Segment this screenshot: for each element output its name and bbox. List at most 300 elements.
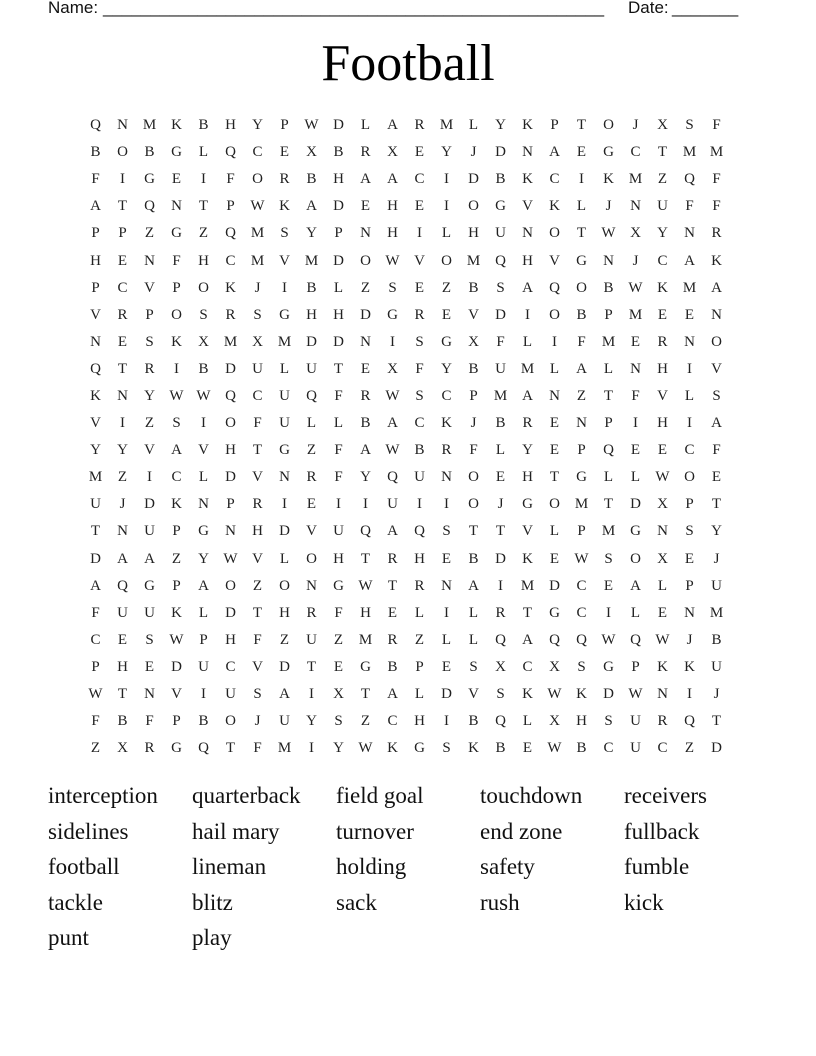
grid-letter[interactable]: A [171, 442, 182, 459]
grid-letter[interactable]: F [496, 333, 505, 350]
grid-letter[interactable]: N [576, 415, 587, 432]
grid-letter[interactable]: Q [603, 442, 614, 459]
grid-letter[interactable]: E [144, 658, 155, 675]
grid-letter[interactable]: N [279, 469, 290, 486]
grid-letter[interactable]: C [603, 740, 614, 757]
grid-letter[interactable]: E [630, 333, 641, 350]
grid-letter[interactable]: I [687, 686, 692, 703]
grid-letter[interactable]: W [169, 631, 184, 648]
grid-letter[interactable]: X [387, 360, 398, 377]
grid-letter[interactable]: V [279, 252, 290, 269]
grid-letter[interactable]: E [684, 550, 695, 567]
grid-letter[interactable]: D [306, 333, 317, 350]
grid-letter[interactable]: Q [144, 198, 155, 215]
grid-letter[interactable]: P [685, 496, 694, 513]
grid-letter[interactable]: U [495, 225, 506, 242]
grid-letter[interactable]: D [711, 740, 722, 757]
grid-letter[interactable]: P [685, 577, 694, 594]
grid-letter[interactable]: O [171, 306, 182, 323]
grid-letter[interactable]: T [603, 496, 614, 513]
grid-letter[interactable]: S [253, 686, 262, 703]
grid-letter[interactable]: P [199, 631, 208, 648]
grid-letter[interactable]: A [306, 198, 317, 215]
grid-letter[interactable]: N [171, 198, 182, 215]
grid-letter[interactable]: V [252, 469, 263, 486]
grid-letter[interactable]: A [198, 577, 209, 594]
grid-letter[interactable]: U [144, 604, 155, 621]
grid-letter[interactable]: R [657, 713, 668, 730]
grid-letter[interactable]: Z [684, 740, 695, 757]
grid-letter[interactable]: X [252, 333, 263, 350]
grid-letter[interactable]: X [198, 333, 209, 350]
grid-letter[interactable]: F [469, 442, 478, 459]
grid-letter[interactable]: E [414, 279, 425, 296]
grid-letter[interactable]: V [90, 415, 101, 432]
grid-letter[interactable]: S [145, 333, 154, 350]
grid-letter[interactable]: D [90, 550, 101, 567]
grid-letter[interactable]: T [522, 604, 533, 621]
grid-letter[interactable]: G [549, 604, 560, 621]
grid-letter[interactable]: D [630, 496, 641, 513]
grid-letter[interactable]: D [495, 306, 506, 323]
grid-letter[interactable]: E [549, 442, 560, 459]
grid-letter[interactable]: B [333, 144, 344, 161]
grid-letter[interactable]: Y [441, 360, 452, 377]
grid-letter[interactable]: S [577, 658, 586, 675]
grid-letter[interactable]: H [252, 523, 263, 540]
grid-letter[interactable]: R [495, 604, 506, 621]
grid-letter[interactable]: H [657, 415, 668, 432]
grid-letter[interactable]: N [90, 333, 101, 350]
grid-letter[interactable]: D [225, 360, 236, 377]
grid-letter[interactable]: C [171, 469, 182, 486]
grid-letter[interactable]: F [334, 387, 343, 404]
grid-letter[interactable]: S [496, 686, 505, 703]
grid-letter[interactable]: I [633, 415, 638, 432]
grid-letter[interactable]: E [414, 198, 425, 215]
grid-letter[interactable]: J [470, 144, 477, 161]
grid-letter[interactable]: V [711, 360, 722, 377]
grid-letter[interactable]: G [603, 144, 614, 161]
grid-letter[interactable]: J [497, 496, 504, 513]
grid-letter[interactable]: S [496, 279, 505, 296]
grid-letter[interactable]: N [306, 577, 317, 594]
grid-letter[interactable]: V [414, 252, 425, 269]
grid-letter[interactable]: Y [711, 523, 722, 540]
grid-letter[interactable]: K [522, 686, 533, 703]
grid-letter[interactable]: Q [549, 279, 560, 296]
grid-letter[interactable]: B [198, 713, 209, 730]
grid-letter[interactable]: G [333, 577, 344, 594]
grid-letter[interactable]: B [468, 279, 479, 296]
grid-letter[interactable]: E [117, 252, 128, 269]
grid-letter[interactable]: I [687, 415, 692, 432]
grid-letter[interactable]: P [91, 658, 100, 675]
grid-letter[interactable]: X [657, 117, 668, 134]
grid-letter[interactable]: J [254, 279, 261, 296]
grid-letter[interactable]: V [306, 523, 317, 540]
grid-letter[interactable]: B [576, 740, 587, 757]
grid-letter[interactable]: X [306, 144, 317, 161]
grid-letter[interactable]: H [225, 631, 236, 648]
grid-letter[interactable]: F [91, 604, 100, 621]
grid-letter[interactable]: S [415, 333, 424, 350]
grid-letter[interactable]: X [657, 550, 668, 567]
grid-letter[interactable]: G [144, 577, 155, 594]
grid-letter[interactable]: D [171, 658, 182, 675]
grid-letter[interactable]: D [144, 496, 155, 513]
grid-letter[interactable]: P [280, 117, 289, 134]
grid-letter[interactable]: N [684, 604, 695, 621]
grid-letter[interactable]: R [306, 469, 317, 486]
grid-letter[interactable]: K [522, 117, 533, 134]
grid-letter[interactable]: S [199, 306, 208, 323]
grid-letter[interactable]: E [279, 144, 290, 161]
grid-letter[interactable]: Q [90, 360, 101, 377]
grid-letter[interactable]: W [655, 469, 670, 486]
grid-letter[interactable]: Q [306, 387, 317, 404]
grid-letter[interactable]: L [522, 333, 533, 350]
grid-letter[interactable]: A [117, 550, 128, 567]
grid-letter[interactable]: P [172, 279, 181, 296]
grid-letter[interactable]: B [468, 550, 479, 567]
grid-letter[interactable]: J [686, 631, 693, 648]
grid-letter[interactable]: X [495, 658, 506, 675]
grid-letter[interactable]: P [226, 496, 235, 513]
grid-letter[interactable]: V [549, 252, 560, 269]
grid-letter[interactable]: V [252, 550, 263, 567]
grid-letter[interactable]: L [549, 523, 560, 540]
grid-letter[interactable]: O [252, 171, 263, 188]
grid-letter[interactable]: V [90, 306, 101, 323]
grid-letter[interactable]: N [630, 360, 641, 377]
grid-letter[interactable]: L [630, 469, 641, 486]
grid-letter[interactable]: O [306, 550, 317, 567]
grid-letter[interactable]: G [387, 306, 398, 323]
grid-letter[interactable]: U [711, 577, 722, 594]
grid-letter[interactable]: K [522, 550, 533, 567]
grid-letter[interactable]: Y [306, 713, 317, 730]
grid-letter[interactable]: M [466, 252, 481, 269]
grid-letter[interactable]: K [657, 279, 668, 296]
grid-letter[interactable]: G [171, 225, 182, 242]
grid-letter[interactable]: P [577, 523, 586, 540]
grid-letter[interactable]: K [549, 198, 560, 215]
grid-letter[interactable]: N [117, 387, 128, 404]
grid-letter[interactable]: V [522, 198, 533, 215]
grid-letter[interactable]: Q [549, 631, 560, 648]
grid-letter[interactable]: Q [225, 144, 236, 161]
grid-letter[interactable]: P [631, 658, 640, 675]
grid-letter[interactable]: C [576, 604, 587, 621]
grid-letter[interactable]: R [414, 117, 425, 134]
grid-letter[interactable]: L [279, 550, 290, 567]
grid-letter[interactable]: K [171, 117, 182, 134]
grid-letter[interactable]: K [711, 252, 722, 269]
grid-letter[interactable]: R [441, 442, 452, 459]
grid-letter[interactable]: D [441, 686, 452, 703]
grid-letter[interactable]: S [145, 631, 154, 648]
grid-letter[interactable]: H [522, 252, 533, 269]
grid-letter[interactable]: P [469, 387, 478, 404]
grid-letter[interactable]: J [632, 252, 639, 269]
grid-letter[interactable]: A [468, 577, 479, 594]
grid-letter[interactable]: I [444, 198, 449, 215]
grid-letter[interactable]: H [90, 252, 101, 269]
grid-letter[interactable]: D [549, 577, 560, 594]
grid-letter[interactable]: Y [306, 225, 317, 242]
grid-letter[interactable]: Z [576, 387, 587, 404]
grid-letter[interactable]: W [628, 686, 643, 703]
grid-letter[interactable]: N [360, 333, 371, 350]
grid-letter[interactable]: E [441, 550, 452, 567]
grid-letter[interactable]: B [468, 713, 479, 730]
grid-letter[interactable]: G [495, 198, 506, 215]
grid-letter[interactable]: O [360, 252, 371, 269]
grid-letter[interactable]: K [576, 686, 587, 703]
grid-letter[interactable]: R [117, 306, 128, 323]
grid-letter[interactable]: P [604, 306, 613, 323]
grid-letter[interactable]: B [198, 117, 209, 134]
grid-letter[interactable]: T [576, 117, 587, 134]
grid-letter[interactable]: A [711, 415, 722, 432]
grid-letter[interactable]: F [172, 252, 181, 269]
grid-letter[interactable]: M [223, 333, 238, 350]
grid-letter[interactable]: D [360, 306, 371, 323]
grid-letter[interactable]: Z [171, 550, 182, 567]
grid-letter[interactable]: D [603, 686, 614, 703]
grid-letter[interactable]: C [225, 658, 236, 675]
grid-letter[interactable]: L [333, 415, 344, 432]
grid-letter[interactable]: A [576, 360, 587, 377]
grid-letter[interactable]: C [414, 415, 425, 432]
grid-letter[interactable]: R [306, 604, 317, 621]
grid-letter[interactable]: D [333, 198, 344, 215]
grid-letter[interactable]: R [144, 740, 155, 757]
grid-letter[interactable]: G [576, 469, 587, 486]
grid-letter[interactable]: I [120, 171, 125, 188]
grid-letter[interactable]: L [468, 604, 479, 621]
grid-letter[interactable]: F [631, 387, 640, 404]
grid-letter[interactable]: I [417, 496, 422, 513]
grid-letter[interactable]: Z [144, 415, 155, 432]
grid-letter[interactable]: S [172, 415, 181, 432]
grid-letter[interactable]: Q [630, 631, 641, 648]
grid-letter[interactable]: H [333, 306, 344, 323]
grid-letter[interactable]: R [360, 144, 371, 161]
grid-letter[interactable]: Z [198, 225, 209, 242]
grid-letter[interactable]: C [90, 631, 101, 648]
grid-letter[interactable]: B [468, 360, 479, 377]
grid-letter[interactable]: C [576, 577, 587, 594]
grid-letter[interactable]: E [657, 306, 668, 323]
grid-letter[interactable]: E [576, 144, 587, 161]
grid-letter[interactable]: Y [117, 442, 128, 459]
grid-letter[interactable]: Z [117, 469, 128, 486]
grid-letter[interactable]: W [385, 252, 400, 269]
grid-letter[interactable]: I [444, 713, 449, 730]
grid-letter[interactable]: S [604, 713, 613, 730]
grid-letter[interactable]: I [201, 415, 206, 432]
grid-letter[interactable]: A [387, 415, 398, 432]
grid-letter[interactable]: C [117, 279, 128, 296]
grid-letter[interactable]: T [360, 686, 371, 703]
grid-letter[interactable]: O [468, 469, 479, 486]
grid-letter[interactable]: T [495, 523, 506, 540]
grid-letter[interactable]: U [711, 658, 722, 675]
grid-letter[interactable]: C [657, 740, 668, 757]
grid-letter[interactable]: L [441, 631, 452, 648]
grid-letter[interactable]: V [252, 658, 263, 675]
grid-letter[interactable]: R [360, 387, 371, 404]
grid-letter[interactable]: W [169, 387, 184, 404]
grid-letter[interactable]: K [441, 415, 452, 432]
grid-letter[interactable]: G [414, 740, 425, 757]
grid-letter[interactable]: L [198, 604, 209, 621]
grid-letter[interactable]: E [630, 442, 641, 459]
grid-letter[interactable]: N [711, 306, 722, 323]
grid-letter[interactable]: Y [252, 117, 263, 134]
grid-letter[interactable]: R [279, 171, 290, 188]
grid-letter[interactable]: Z [333, 631, 344, 648]
grid-letter[interactable]: C [630, 144, 641, 161]
grid-letter[interactable]: Z [144, 225, 155, 242]
grid-letter[interactable]: G [279, 442, 290, 459]
grid-letter[interactable]: Q [684, 171, 695, 188]
grid-letter[interactable]: I [174, 360, 179, 377]
grid-letter[interactable]: A [387, 117, 398, 134]
grid-letter[interactable]: P [172, 577, 181, 594]
grid-letter[interactable]: L [198, 144, 209, 161]
grid-letter[interactable]: D [225, 604, 236, 621]
grid-letter[interactable]: W [547, 686, 562, 703]
grid-letter[interactable]: N [117, 523, 128, 540]
grid-letter[interactable]: B [306, 171, 317, 188]
grid-letter[interactable]: E [306, 496, 317, 513]
grid-letter[interactable]: S [712, 387, 721, 404]
grid-letter[interactable]: R [225, 306, 236, 323]
grid-letter[interactable]: Z [441, 279, 452, 296]
grid-letter[interactable]: I [201, 171, 206, 188]
grid-letter[interactable]: H [333, 550, 344, 567]
grid-letter[interactable]: M [142, 117, 157, 134]
grid-letter[interactable]: M [628, 171, 643, 188]
grid-letter[interactable]: R [657, 333, 668, 350]
grid-letter[interactable]: L [306, 415, 317, 432]
grid-letter[interactable]: E [522, 740, 533, 757]
grid-letter[interactable]: L [603, 360, 614, 377]
grid-letter[interactable]: T [90, 523, 101, 540]
grid-letter[interactable]: A [522, 631, 533, 648]
grid-letter[interactable]: H [414, 713, 425, 730]
grid-letter[interactable]: L [603, 469, 614, 486]
grid-letter[interactable]: B [90, 144, 101, 161]
grid-letter[interactable]: Z [90, 740, 101, 757]
grid-letter[interactable]: X [549, 658, 560, 675]
grid-letter[interactable]: P [226, 198, 235, 215]
grid-letter[interactable]: G [630, 523, 641, 540]
grid-letter[interactable]: U [279, 713, 290, 730]
grid-letter[interactable]: Q [495, 713, 506, 730]
grid-letter[interactable]: N [441, 577, 452, 594]
grid-letter[interactable]: B [576, 306, 587, 323]
grid-letter[interactable]: M [88, 469, 103, 486]
grid-letter[interactable]: L [630, 604, 641, 621]
grid-letter[interactable]: T [252, 442, 263, 459]
grid-letter[interactable]: Z [360, 279, 371, 296]
grid-letter[interactable]: U [387, 496, 398, 513]
grid-letter[interactable]: I [282, 279, 287, 296]
grid-letter[interactable]: N [117, 117, 128, 134]
grid-letter[interactable]: C [549, 171, 560, 188]
grid-letter[interactable]: N [144, 686, 155, 703]
grid-letter[interactable]: F [91, 171, 100, 188]
grid-letter[interactable]: K [522, 171, 533, 188]
grid-letter[interactable]: I [444, 171, 449, 188]
grid-letter[interactable]: Q [225, 225, 236, 242]
grid-letter[interactable]: E [117, 333, 128, 350]
grid-letter[interactable]: B [495, 171, 506, 188]
grid-letter[interactable]: A [684, 252, 695, 269]
grid-letter[interactable]: O [603, 117, 614, 134]
grid-letter[interactable]: L [657, 577, 668, 594]
grid-letter[interactable]: F [334, 604, 343, 621]
grid-letter[interactable]: Z [657, 171, 668, 188]
grid-letter[interactable]: G [522, 496, 533, 513]
grid-letter[interactable]: T [603, 387, 614, 404]
grid-letter[interactable]: O [711, 333, 722, 350]
grid-letter[interactable]: B [414, 442, 425, 459]
grid-letter[interactable]: N [684, 225, 695, 242]
grid-letter[interactable]: C [252, 387, 263, 404]
grid-letter[interactable]: T [576, 225, 587, 242]
grid-letter[interactable]: G [576, 252, 587, 269]
grid-letter[interactable]: H [414, 550, 425, 567]
grid-letter[interactable]: L [468, 631, 479, 648]
grid-letter[interactable]: L [549, 360, 560, 377]
grid-letter[interactable]: L [495, 442, 506, 459]
grid-letter[interactable]: W [223, 550, 238, 567]
grid-letter[interactable]: L [414, 604, 425, 621]
grid-letter[interactable]: C [657, 252, 668, 269]
grid-letter[interactable]: E [360, 360, 371, 377]
grid-letter[interactable]: E [657, 604, 668, 621]
grid-letter[interactable]: A [360, 442, 371, 459]
grid-letter[interactable]: L [468, 117, 479, 134]
grid-letter[interactable]: S [280, 225, 289, 242]
grid-letter[interactable]: U [414, 469, 425, 486]
grid-letter[interactable]: V [657, 387, 668, 404]
grid-letter[interactable]: D [279, 658, 290, 675]
grid-letter[interactable]: C [441, 387, 452, 404]
grid-letter[interactable]: X [117, 740, 128, 757]
grid-letter[interactable]: W [547, 740, 562, 757]
grid-letter[interactable]: S [334, 713, 343, 730]
grid-letter[interactable]: M [709, 604, 724, 621]
grid-letter[interactable]: H [657, 360, 668, 377]
grid-letter[interactable]: Q [225, 387, 236, 404]
grid-letter[interactable]: Y [522, 442, 533, 459]
grid-letter[interactable]: M [682, 144, 697, 161]
grid-letter[interactable]: H [198, 252, 209, 269]
grid-letter[interactable]: D [495, 144, 506, 161]
grid-letter[interactable]: E [171, 171, 182, 188]
grid-letter[interactable]: H [225, 442, 236, 459]
grid-letter[interactable]: B [495, 740, 506, 757]
grid-letter[interactable]: S [415, 387, 424, 404]
grid-letter[interactable]: R [387, 550, 398, 567]
grid-letter[interactable]: G [603, 658, 614, 675]
